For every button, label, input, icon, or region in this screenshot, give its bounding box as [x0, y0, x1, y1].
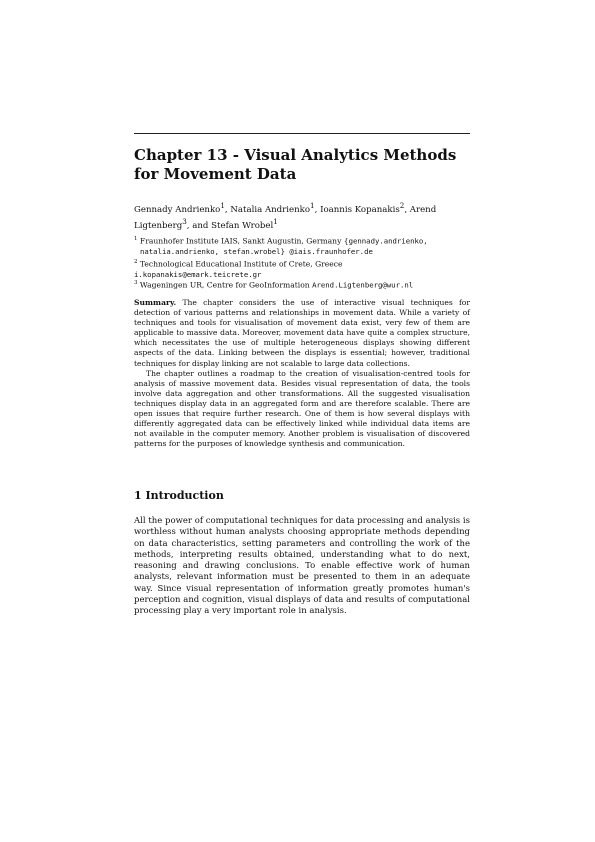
- affiliation-email: Arend.Ligtenberg@wur.nl: [312, 280, 414, 290]
- affiliation-number: 3: [134, 280, 138, 286]
- affiliation-email: natalia.andrienko, stefan.wrobel: [140, 246, 281, 256]
- summary-paragraph-1: [134, 298, 470, 369]
- author-affiliation-mark: 2: [399, 201, 405, 210]
- author-affiliation-mark: 1: [220, 201, 225, 210]
- introduction-paragraph: All the power of computational techniques for data processing and analysis is worthless without human analysts choosing appropriate methods depending on data characteristics, setting parameters and controlling the work of the methods, interpreting results obtained, understanding what to do next, reasoning and drawing conclusions. To enable effective work of human analysts, relevant information must be presented to them in an adequate way. Since visual representation of information greatly promotes human's perception and cognition, visual displays of data and results of computational processing play a very important role in analysis.: [134, 516, 470, 617]
- author-name: Gennady Andrienko: [134, 204, 221, 215]
- author-name: , and Stefan Wrobel: [186, 220, 274, 231]
- affiliation-email-domain: } @iais.fraunhofer.de: [280, 246, 373, 256]
- affiliation-text: Wageningen UR, Centre for GeoInformation: [139, 280, 310, 290]
- title-rule: [134, 133, 470, 134]
- affiliation-email: i.kopanakis@emark.teicrete.gr: [134, 269, 262, 279]
- summary-block: [134, 298, 470, 449]
- affiliation-3: [134, 278, 470, 291]
- affiliation-text: Fraunhofer Institute IAIS, Sankt Augustin, Germany {: [139, 236, 349, 246]
- author-list: [134, 200, 470, 232]
- affiliation-1: [134, 234, 470, 257]
- summary-paragraph-2: The chapter outlines a roadmap to the creation of visualisation-centred tools for analysis of massive movement data. Besides visual representation of data, the tools involve data aggregation and other transformations. All the suggested visualisation techniques display data in an aggregated form and are therefore scalable. There are open issues that require further research. One of them is how several displays with differently aggregated data can be effectively linked while individual data items are not available in the computer memory. Another problem is visualisation of discovered patterns for the purposes of knowledge synthesis and communication.: [134, 368, 470, 449]
- affiliation-number: 2: [134, 259, 138, 265]
- affiliation-email: gennady.andrienko,: [348, 236, 428, 246]
- affiliation-2: [134, 257, 470, 280]
- author-name: , Ioannis Kopanakis: [314, 204, 400, 215]
- affiliation-number: 1: [134, 236, 138, 242]
- author-affiliation-mark: 1: [310, 201, 315, 210]
- author-name: , Arend Ligtenberg: [134, 204, 437, 231]
- section-heading: 1 Introduction: [134, 489, 224, 502]
- affiliation-text: Technological Educational Institute of Crete, Greece: [139, 259, 343, 269]
- summary-label: Summary.: [134, 298, 177, 307]
- author-affiliation-mark: 3: [182, 216, 187, 226]
- author-name: , Natalia Andrienko: [224, 204, 311, 215]
- summary-text: The chapter considers the use of interactive visual techniques for detection of various patterns and relationships in movement data. While a variety of techniques and tools for visualisation of movement data exist, very few of them are applicable to massive data. Moreover, movement data have quite a complex structure, which necessitates the use of multiple heterogeneous displays showing different aspects of the data. Linking between the displays is essential; however, traditional techniques for display linking are not scalable to large data collections.: [134, 298, 470, 368]
- author-affiliation-mark: 1: [273, 216, 278, 226]
- chapter-title: Chapter 13 - Visual Analytics Methods for Movement Data: [134, 146, 457, 183]
